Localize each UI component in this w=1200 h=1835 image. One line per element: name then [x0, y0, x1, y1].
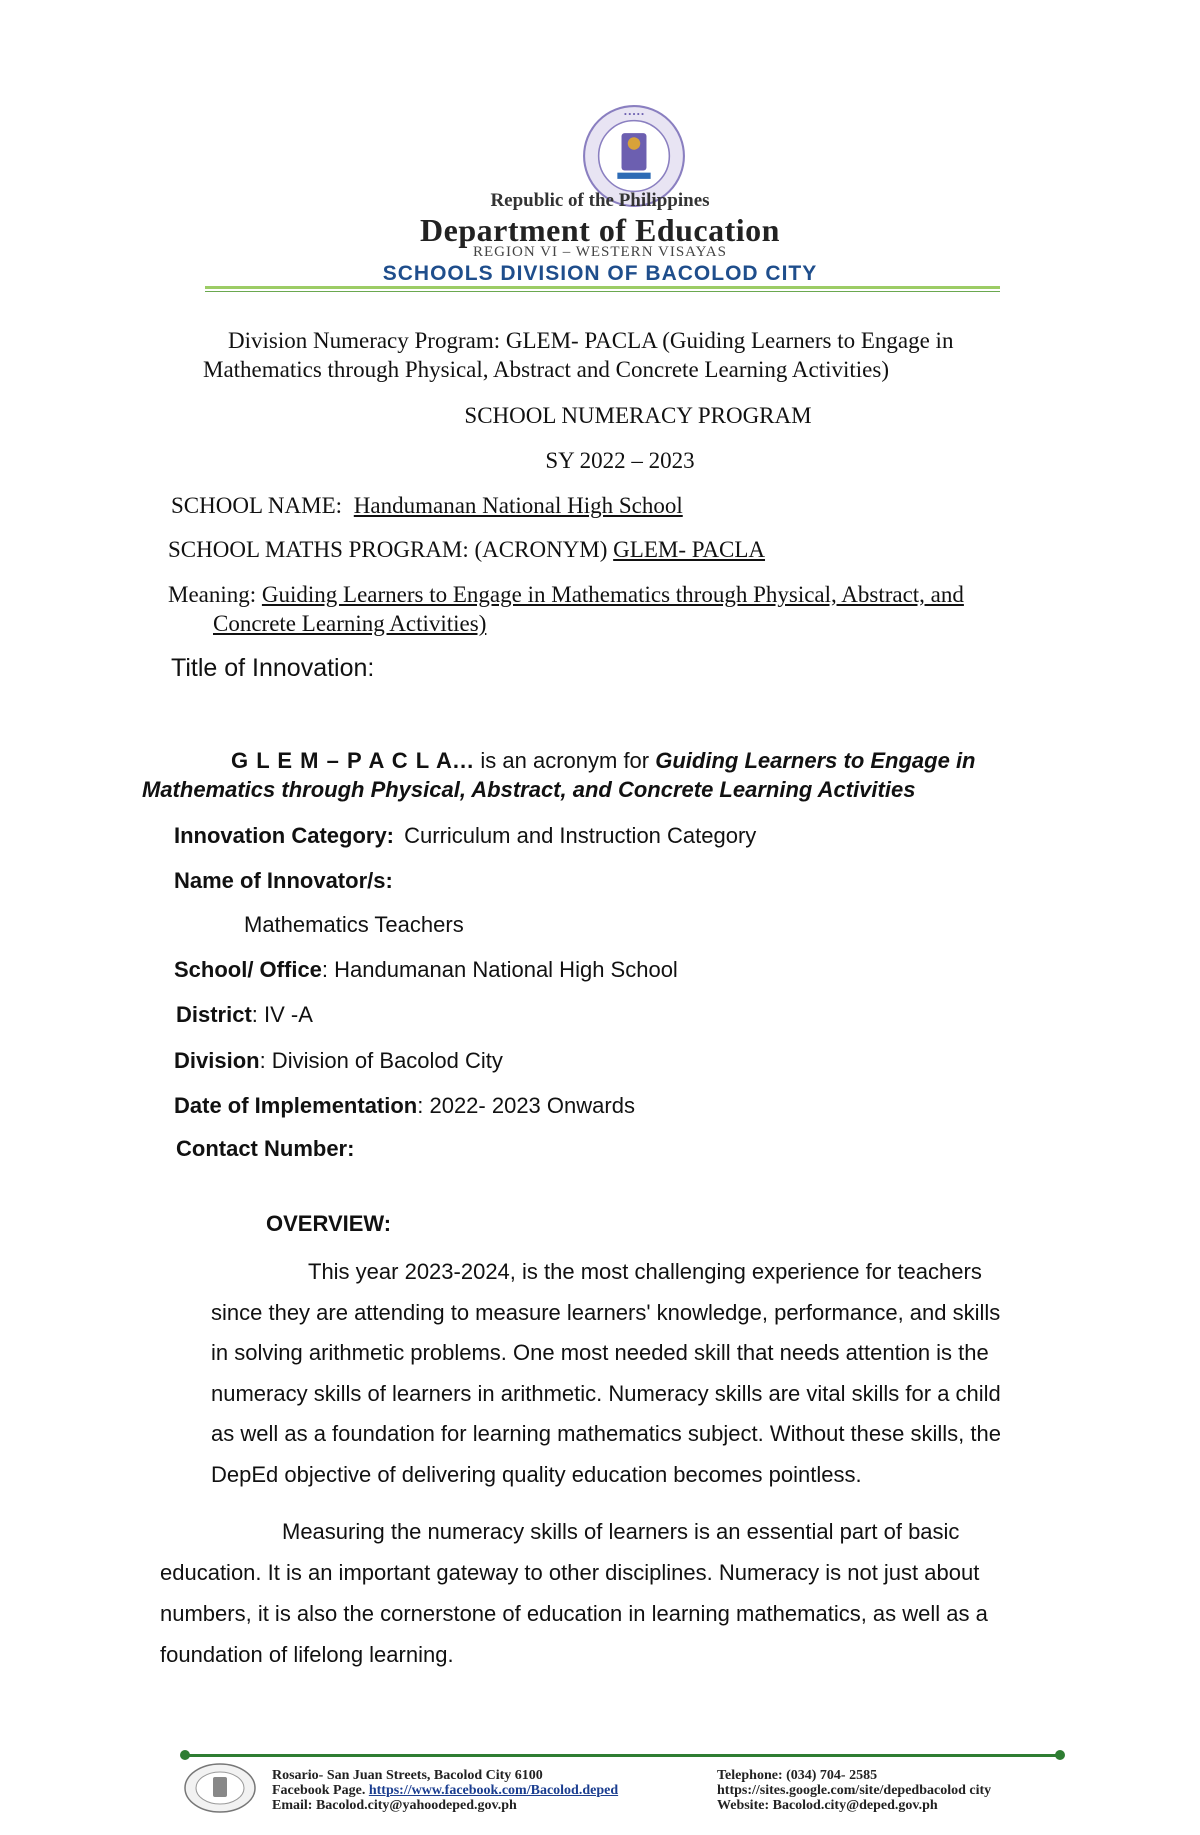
- school-name-label: SCHOOL NAME:: [171, 493, 343, 518]
- footer-email: Email: Bacolod.city@yahoodeped.gov.ph: [272, 1798, 517, 1813]
- school-name-row: [171, 491, 683, 521]
- school-office-row: [174, 955, 678, 985]
- overview-p2-line: foundation of lifelong learning.: [160, 1642, 454, 1667]
- district-value: : IV -A: [251, 1002, 313, 1027]
- overview-p1-line: in solving arithmetic problems. One most needed skill that needs attention is the: [211, 1340, 989, 1365]
- school-name-value: Handumanan National High School: [353, 493, 683, 518]
- category-value: Curriculum and Instruction Category: [404, 823, 757, 848]
- meaning-value-1: Guiding Learners to Engage in Mathematics through Physical, Abstract, and: [261, 582, 964, 607]
- overview-paragraph-1: [211, 1252, 1061, 1495]
- maths-program-row: [168, 535, 765, 565]
- category-label: Innovation Category:: [174, 823, 395, 848]
- header-department: Department of Education: [420, 212, 780, 248]
- maths-program-value: GLEM- PACLA: [613, 537, 766, 562]
- acronym-meaning-b: Mathematics through Physical, Abstract, and Concrete Learning Activities: [142, 777, 916, 802]
- school-office-value: : Handumanan National High School: [321, 957, 678, 982]
- district-label: District: [176, 1002, 252, 1027]
- school-program-title: SCHOOL NUMERACY PROGRAM: [464, 403, 812, 428]
- footer-left: [272, 1768, 618, 1813]
- overview-p2-line: numbers, it is also the cornerstone of education in learning mathematics, as well as a: [160, 1601, 988, 1626]
- division-row: [174, 1046, 503, 1076]
- footer-telephone: Telephone: (034) 704- 2585: [717, 1768, 878, 1783]
- contact-label: Contact Number:: [176, 1136, 355, 1161]
- division-value: : Division of Bacolod City: [259, 1048, 503, 1073]
- deped-seal-icon: [183, 1762, 257, 1814]
- innovators-value: Mathematics Teachers: [244, 912, 464, 937]
- overview-p1-line: This year 2023-2024, is the most challenging experience for teachers: [308, 1259, 982, 1284]
- footer-rule: [184, 1754, 1060, 1757]
- program-line-1: Division Numeracy Program: GLEM- PACLA (Guiding Learners to Engage in: [228, 328, 954, 353]
- header-rule: [205, 286, 1000, 289]
- date-label: Date of Implementation: [174, 1093, 418, 1118]
- date-value: : 2022- 2023 Onwards: [417, 1093, 635, 1118]
- innovators-label: Name of Innovator/s:: [174, 868, 393, 893]
- overview-p2-line: education. It is an important gateway to other disciplines. Numeracy is not just about: [160, 1560, 980, 1585]
- program-line-2: Mathematics through Physical, Abstract and Concrete Learning Activities): [203, 357, 889, 382]
- acronym-line-1: [231, 746, 976, 776]
- district-row: [176, 1000, 313, 1030]
- footer-address: Rosario- San Juan Streets, Bacolod City 6100: [272, 1768, 543, 1783]
- overview-p2-line: Measuring the numeracy skills of learners is an essential part of basic: [282, 1519, 960, 1544]
- footer-sites-url: https://sites.google.com/site/depedbacolod city: [717, 1783, 992, 1798]
- meaning-value-2: Concrete Learning Activities): [213, 611, 487, 636]
- acronym-meaning-a: Guiding Learners to Engage in: [655, 748, 976, 773]
- footer-facebook-link[interactable]: https://www.facebook.com/Bacolod.deped: [368, 1783, 619, 1798]
- overview-heading: OVERVIEW:: [266, 1211, 392, 1236]
- division-label: Division: [174, 1048, 260, 1073]
- overview-p1-line: numeracy skills of learners in arithmetic. Numeracy skills are vital skills for a child: [211, 1380, 1001, 1406]
- header-republic: Republic of the Philippines: [490, 190, 710, 211]
- footer-facebook-label: Facebook Page.: [272, 1783, 366, 1798]
- overview-p1-line: DepEd objective of delivering quality education becomes pointless.: [211, 1461, 862, 1487]
- header-division: SCHOOLS DIVISION OF BACOLOD CITY: [382, 262, 818, 285]
- overview-paragraph-2: [160, 1511, 1060, 1675]
- meaning-row: [168, 580, 964, 610]
- footer-facebook-row: [272, 1783, 618, 1798]
- svg-text:•••••: •••••: [623, 109, 645, 119]
- footer-right: [717, 1768, 991, 1813]
- footer-rule-dot-right: [1055, 1750, 1065, 1760]
- acronym-text: is an acronym for: [474, 748, 656, 773]
- header-rule-thin: [205, 291, 1000, 292]
- acronym: G L E M – P A C L A...: [231, 748, 475, 773]
- overview-p1-line: since they are attending to measure learners' knowledge, performance, and skills: [211, 1299, 1001, 1325]
- category-row: [174, 821, 756, 851]
- overview-p1-line: as well as a foundation for learning mathematics subject. Without these skills, the: [211, 1421, 1001, 1446]
- meaning-label: Meaning:: [168, 582, 257, 607]
- footer-website: Website: Bacolod.city@deped.gov.ph: [717, 1798, 938, 1813]
- school-office-label: School/ Office: [174, 957, 322, 982]
- school-year: SY 2022 – 2023: [545, 448, 695, 473]
- maths-program-label: SCHOOL MATHS PROGRAM: (ACRONYM): [168, 537, 608, 562]
- header-region: REGION VI – WESTERN VISAYAS: [473, 244, 727, 260]
- date-row: [174, 1091, 635, 1121]
- title-of-innovation-label: Title of Innovation:: [171, 654, 375, 682]
